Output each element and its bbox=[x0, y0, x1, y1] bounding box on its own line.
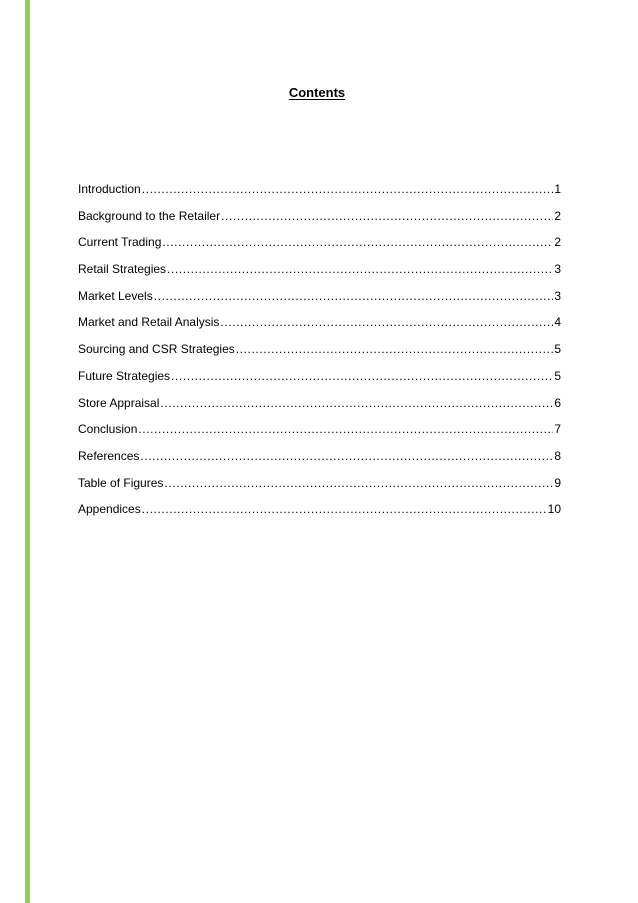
toc-entry-page: 7 bbox=[554, 422, 561, 437]
toc-entry-label: Current Trading bbox=[78, 235, 162, 250]
table-of-contents bbox=[78, 181, 561, 528]
toc-dot-leader bbox=[236, 341, 554, 357]
toc-dot-leader bbox=[167, 261, 553, 277]
toc-entry-appendices[interactable] bbox=[78, 501, 561, 528]
toc-entry-references[interactable] bbox=[78, 448, 561, 475]
toc-entry-market-and-retail-analysis[interactable] bbox=[78, 314, 561, 341]
toc-entry-store-appraisal[interactable] bbox=[78, 395, 561, 422]
toc-entry-retail-strategies[interactable] bbox=[78, 261, 561, 288]
toc-dot-leader bbox=[171, 368, 553, 384]
toc-entry-page: 9 bbox=[554, 475, 561, 490]
toc-dot-leader bbox=[138, 421, 553, 437]
toc-entry-label: Sourcing and CSR Strategies bbox=[78, 342, 235, 357]
toc-dot-leader bbox=[221, 208, 553, 224]
toc-dot-leader bbox=[142, 181, 554, 197]
toc-entry-page: 1 bbox=[554, 182, 561, 196]
toc-dot-leader bbox=[160, 395, 553, 411]
toc-entry-label: Market and Retail Analysis bbox=[78, 315, 220, 330]
toc-entry-page: 4 bbox=[554, 315, 561, 330]
toc-entry-page: 6 bbox=[554, 395, 561, 410]
toc-dot-leader bbox=[142, 501, 547, 517]
contents-heading-text: Contents bbox=[288, 85, 346, 100]
toc-entry-table-of-figures[interactable] bbox=[78, 475, 561, 502]
toc-dot-leader bbox=[164, 475, 553, 491]
toc-entry-conclusion[interactable] bbox=[78, 421, 561, 448]
toc-dot-leader bbox=[154, 288, 554, 304]
toc-entry-label: Table of Figures bbox=[78, 475, 164, 490]
toc-entry-label: References bbox=[78, 448, 140, 463]
toc-dot-leader bbox=[140, 448, 553, 464]
toc-entry-page: 5 bbox=[554, 368, 561, 383]
toc-entry-label: Retail Strategies bbox=[78, 262, 167, 277]
contents-heading bbox=[0, 84, 638, 102]
toc-entry-page: 3 bbox=[554, 262, 561, 277]
toc-entry-label: Future Strategies bbox=[78, 368, 171, 383]
toc-entry-page: 2 bbox=[554, 208, 561, 223]
toc-entry-sourcing-and-csr-strategies[interactable] bbox=[78, 341, 561, 368]
toc-entry-label: Background to the Retailer bbox=[78, 208, 221, 223]
toc-dot-leader bbox=[220, 314, 553, 330]
toc-entry-page: 5 bbox=[554, 342, 561, 357]
page-border-accent bbox=[25, 0, 30, 903]
toc-entry-introduction[interactable] bbox=[78, 181, 561, 208]
toc-entry-label: Introduction bbox=[78, 182, 141, 196]
toc-entry-market-levels[interactable] bbox=[78, 288, 561, 315]
toc-entry-page: 10 bbox=[547, 502, 561, 517]
toc-entry-label: Appendices bbox=[78, 502, 141, 517]
toc-dot-leader bbox=[162, 234, 553, 250]
toc-entry-page: 8 bbox=[554, 448, 561, 463]
toc-entry-label: Store Appraisal bbox=[78, 395, 160, 410]
toc-entry-background-to-the-retailer[interactable] bbox=[78, 208, 561, 235]
toc-entry-label: Market Levels bbox=[78, 288, 153, 303]
toc-entry-future-strategies[interactable] bbox=[78, 368, 561, 395]
toc-entry-label: Conclusion bbox=[78, 422, 138, 437]
toc-entry-page: 2 bbox=[554, 235, 561, 250]
toc-entry-current-trading[interactable] bbox=[78, 234, 561, 261]
toc-entry-page: 3 bbox=[554, 288, 561, 303]
